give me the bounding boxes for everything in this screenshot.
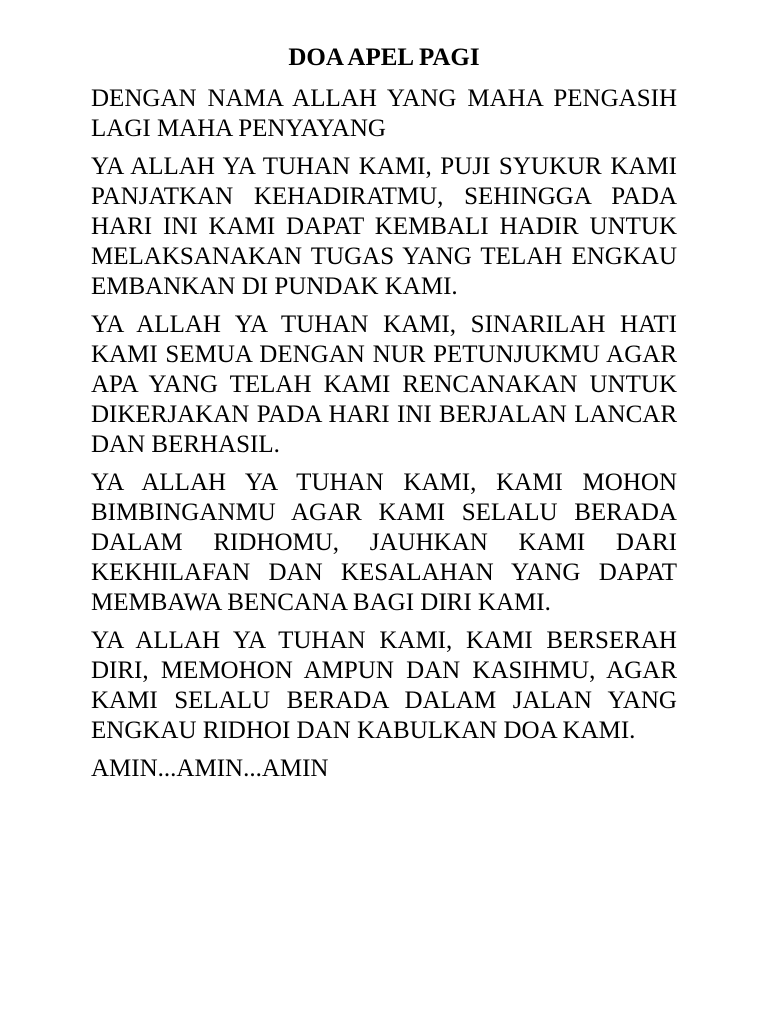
paragraph-guidance: YA ALLAH YA TUHAN KAMI, SINARILAH HATI KAMI SEMUA DENGAN NUR PETUNJUKMU AGAR APA YANG TELAH KAMI RENCANAKAN UNTUK DIKERJAKAN PADA HARI INI BERJALAN LANCAR DAN BERHASIL. [91,311,677,458]
document-title: DOA APEL PAGI [288,44,480,71]
document-body [91,84,677,792]
paragraph-opening: DENGAN NAMA ALLAH YANG MAHA PENGASIH LAGI MAHA PENYAYANG [91,85,677,142]
paragraph-closing: AMIN...AMIN...AMIN [91,755,329,782]
paragraph-protection: YA ALLAH YA TUHAN KAMI, KAMI MOHON BIMBINGANMU AGAR KAMI SELALU BERADA DALAM RIDHOMU, JAUHKAN KAMI DARI KEKHILAFAN DAN KESALAHAN YANG DAPAT MEMBAWA BENCANA BAGI DIRI KAMI. [91,469,677,616]
paragraph-gratitude: YA ALLAH YA TUHAN KAMI, PUJI SYUKUR KAMI PANJATKAN KEHADIRATMU, SEHINGGA PADA HARI INI KAMI DAPAT KEMBALI HADIR UNTUK MELAKSANAKAN TUGAS YANG TELAH ENGKAU EMBANKAN DI PUNDAK KAMI. [91,153,677,300]
paragraph-surrender: YA ALLAH YA TUHAN KAMI, KAMI BERSERAH DIRI, MEMOHON AMPUN DAN KASIHMU, AGAR KAMI SELALU BERADA DALAM JALAN YANG ENGKAU RIDHOI DAN KABULKAN DOA KAMI. [91,627,677,744]
